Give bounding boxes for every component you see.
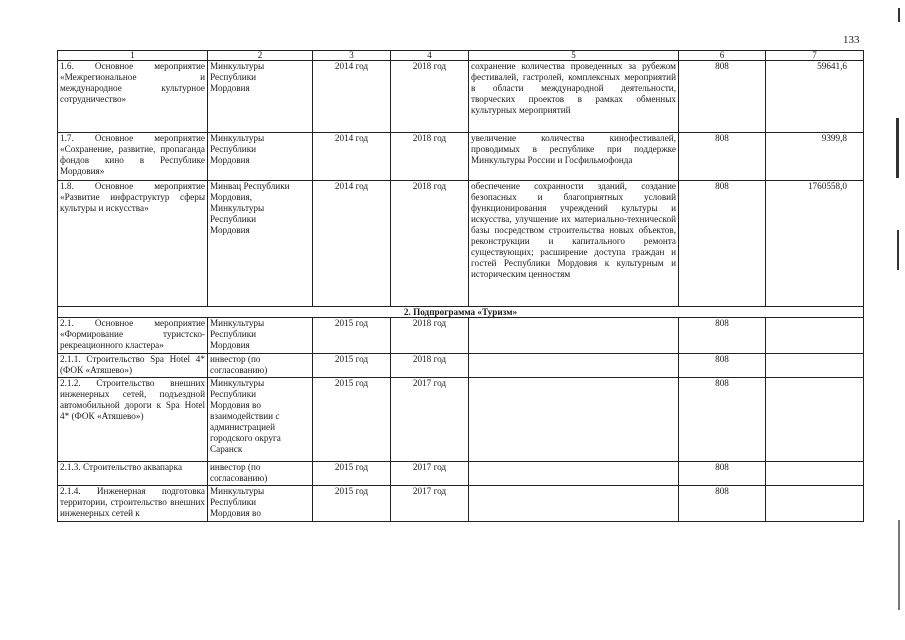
measure-name-cell: 2.1.2. Строительство внешних инженерных сетей, подъездной автомобильной дороги к Spa Hotel 4* (ФОК «Атяшево») (58, 378, 208, 462)
end-year-cell: 2017 год (391, 486, 469, 522)
table-row (58, 354, 864, 378)
table-row (58, 462, 864, 486)
executor-line: Республики (210, 72, 257, 82)
subprogram-section-row (58, 307, 864, 318)
executor-line: согласованию) (210, 473, 268, 483)
executor-cell (208, 318, 313, 354)
executor-line: Республики (210, 329, 257, 339)
executor-line: Минкультуры (210, 318, 265, 328)
executor-line: Мордовия (210, 225, 250, 235)
executor-line: Мордовия во (210, 508, 261, 518)
program-measures-table (57, 50, 864, 522)
measure-name-cell: 1.8. Основное мероприятие «Развитие инфраструктур сферы культуры и искусства» (58, 181, 208, 307)
executor-line: Минкультуры (210, 378, 265, 388)
end-year-cell: 2018 год (391, 61, 469, 133)
measure-name-cell: 2.1.4. Инженерная подготовка территории, строительство внешних инженерных сетей к (58, 486, 208, 522)
amount-cell (766, 462, 864, 486)
executor-line: Минкультуры (210, 486, 265, 496)
column-header: 2 (208, 51, 313, 61)
column-header: 4 (391, 51, 469, 61)
table-row (58, 486, 864, 522)
executor-line: инвестор (по (210, 354, 261, 364)
scan-edge-mark (897, 230, 899, 270)
executor-cell (208, 61, 313, 133)
table-row (58, 181, 864, 307)
amount-cell (766, 354, 864, 378)
start-year-cell: 2015 год (313, 354, 391, 378)
table-row (58, 318, 864, 354)
code-cell: 808 (679, 462, 766, 486)
code-cell: 808 (679, 133, 766, 181)
end-year-cell: 2018 год (391, 318, 469, 354)
amount-cell: 1760558,0 (766, 181, 864, 307)
result-cell (469, 462, 679, 486)
executor-line: Республики (210, 389, 257, 399)
start-year-cell: 2014 год (313, 133, 391, 181)
code-cell: 808 (679, 378, 766, 462)
amount-cell (766, 378, 864, 462)
executor-cell (208, 378, 313, 462)
executor-line: Мордовия (210, 340, 250, 350)
executor-cell (208, 354, 313, 378)
end-year-cell: 2018 год (391, 133, 469, 181)
column-header: 5 (469, 51, 679, 61)
result-cell: увеличение количества кинофестивалей, проводимых в республике при поддержке Минкультуры России и Госфильмофонда (469, 133, 679, 181)
measure-name-cell: 2.1.1. Строительство Spa Hotel 4* (ФОК «Атяшево») (58, 354, 208, 378)
executor-line: Минвац Республики (210, 181, 290, 191)
column-header: 1 (58, 51, 208, 61)
scan-edge-mark (896, 118, 899, 178)
start-year-cell: 2014 год (313, 61, 391, 133)
executor-line: взаимодействии с (210, 411, 280, 421)
executor-line: Минкультуры (210, 133, 265, 143)
column-header: 6 (679, 51, 766, 61)
result-cell (469, 318, 679, 354)
column-header: 7 (766, 51, 864, 61)
page-number: 133 (843, 34, 860, 46)
amount-cell: 59641,6 (766, 61, 864, 133)
table-row (58, 61, 864, 133)
end-year-cell: 2017 год (391, 378, 469, 462)
column-number-header (58, 51, 864, 61)
executor-line: городского округа (210, 433, 281, 443)
measure-name-cell: 1.7. Основное мероприятие «Сохранение, развитие, пропаганда фондов кино в Республике Мордовия» (58, 133, 208, 181)
executor-line: Мордовия во (210, 400, 261, 410)
start-year-cell: 2014 год (313, 181, 391, 307)
code-cell: 808 (679, 181, 766, 307)
executor-line: инвестор (по (210, 462, 261, 472)
end-year-cell: 2018 год (391, 181, 469, 307)
measure-name-cell: 1.6. Основное мероприятие «Межрегиональное и международное культурное сотрудничество» (58, 61, 208, 133)
start-year-cell: 2015 год (313, 318, 391, 354)
amount-cell (766, 318, 864, 354)
result-cell: обеспечение сохранности зданий, создание безопасных и благоприятных условий функционирования учреждений культуры и искусства, улучшение их материально-технической базы посредством строительства новых объектов, реконструкции и капитального ремонта существующих; расширение доступа граждан и гостей Республики Мордовия к культурным и историческим ценностям (469, 181, 679, 307)
end-year-cell: 2018 год (391, 354, 469, 378)
code-cell: 808 (679, 61, 766, 133)
code-cell: 808 (679, 486, 766, 522)
executor-cell (208, 462, 313, 486)
start-year-cell: 2015 год (313, 462, 391, 486)
end-year-cell: 2017 год (391, 462, 469, 486)
executor-line: Республики (210, 144, 257, 154)
executor-cell (208, 133, 313, 181)
scan-edge-mark (898, 520, 900, 610)
executor-line: Минкультуры (210, 203, 265, 213)
executor-cell (208, 181, 313, 307)
executor-line: Саранск (210, 444, 243, 454)
executor-line: Минкультуры (210, 61, 265, 71)
column-header: 3 (313, 51, 391, 61)
executor-line: администрацией (210, 422, 276, 432)
amount-cell: 9399,8 (766, 133, 864, 181)
measure-name-cell: 2.1. Основное мероприятие «Формирование туристско-рекреационного кластера» (58, 318, 208, 354)
executor-line: Мордовия (210, 155, 250, 165)
executor-line: Мордовия (210, 83, 250, 93)
executor-line: Республики (210, 214, 257, 224)
section-title: 2. Подпрограмма «Туризм» (58, 307, 864, 318)
result-cell (469, 486, 679, 522)
result-cell (469, 354, 679, 378)
code-cell: 808 (679, 354, 766, 378)
executor-line: Мордовия, (210, 192, 253, 202)
result-cell: сохранение количества проведенных за рубежом фестивалей, гастролей, комплексных мероприятий в области международной деятельности, творческих проектов в рамках обменных культурных мероприятий (469, 61, 679, 133)
executor-line: согласованию) (210, 365, 268, 375)
code-cell: 808 (679, 318, 766, 354)
result-cell (469, 378, 679, 462)
executor-line: Республики (210, 497, 257, 507)
table-row (58, 133, 864, 181)
executor-cell (208, 486, 313, 522)
scan-edge-mark (898, 8, 900, 22)
amount-cell (766, 486, 864, 522)
table-row (58, 378, 864, 462)
start-year-cell: 2015 год (313, 486, 391, 522)
start-year-cell: 2015 год (313, 378, 391, 462)
measure-name-cell: 2.1.3. Строительство аквапарка (58, 462, 208, 486)
